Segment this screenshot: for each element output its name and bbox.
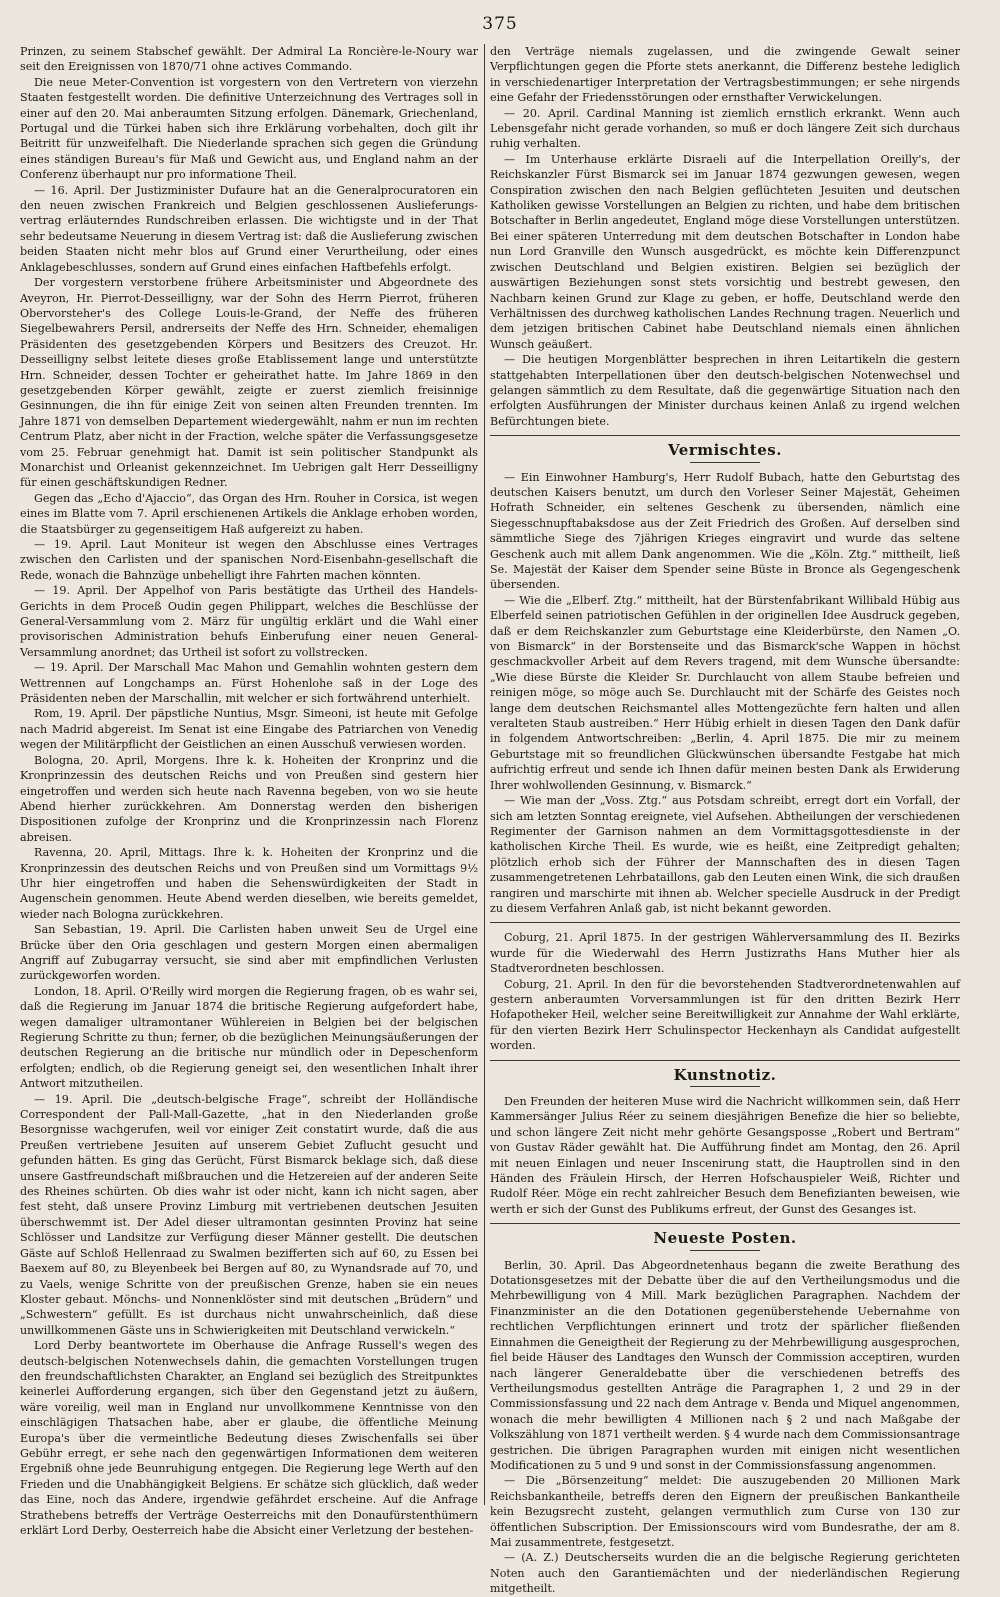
- article-paragraph: Den Freunden der heiteren Muse wird die Nachricht willkommen sein, daß Herr Kammersänger Julius Réer zu seinem diesjährigen Benefize die hier so beliebte, und schon längere Zeit nicht mehr gehörte Gesangsposse „Robert und Bertram“ von Gustav Räder gewählt hat. Die Aufführung findet am Montag, den 26. April mit neuen Einlagen und neuer Inscenirung statt, die Hauptrollen sind in den Händen des Fräulein Hirsch, der Herren Hofschauspieler Weiß, Richter und Rudolf Réer. Möge ein recht zahlreicher Besuch dem Benefizianten beweisen, wie werth er sich der Gunst des Publikums erfreut, der Gunst des Gesanges ist.: [490, 1095, 960, 1216]
- article-paragraph: London, 18. April. O'Reilly wird morgen die Regierung fragen, ob es wahr sei, daß die Regierung im Januar 1874 die britische Regierung aufgefordert habe, wegen damaliger ultramontaner Wühlereien in Belgien bei der belgischen Regierung Schritte zu thun; ferner, ob die bezüglichen Meinungsäußerungen der deutschen Regierung an die britische nur mündlich oder in Depeschenform erfolgten; endlich, ob die Regierung geneigt sei, den wesentlichen Inhalt ihrer Antwort mitzutheilen.: [20, 984, 478, 1091]
- article-paragraph: — Im Unterhause erklärte Disraeli auf die Interpellation Oreilly's, der Reichskanzler Fürst Bismarck sei im Januar 1874 gezwungen gewesen, wegen Conspiration zwischen den nach Belgien geflüchteten Jesuiten und deutschen Katholiken gewisse Vorstellungen an Belgien zu richten, und habe dem britischen Botschafter in Berlin angedeutet, England möge diese Vorstellungen unterstützen. Bei einer späteren Unterredung mit dem deutschen Botschafter in London habe nun Lord Granville den Wunsch ausgedrückt, es möchte kein Differenzpunct zwischen Deutschland und Belgien existiren. Belgien sei bezüglich der auswärtigen Beziehungen sonst stets vorsichtig und bestrebt gewesen, den Nachbarn keinen Grund zur Klage zu geben, er hoffe, Deutschland werde den Verhältnissen des durchweg katholischen Landes Rechnung tragen. Neuerlich und dem jetzigen britischen Cabinet habe Deutschland niemals einen ähnlichen Wunsch geäußert.: [490, 152, 960, 351]
- article-paragraph: Gegen das „Echo d'Ajaccio“, das Organ des Hrn. Rouher in Corsica, ist wegen eines im Blatte vom 7. April erschienenen Artikels die Anklage erhoben worden, die Staatsbürger zu gegenseitigem Haß aufgereizt zu haben.: [20, 491, 478, 536]
- article-paragraph: — 19. April. Der Appelhof von Paris bestätigte das Urtheil des Handels-Gerichts in dem Proceß Oudin gegen Philippart, welches die Beschlüsse der General-Versammlung vom 2. März für ungültig erklärt und die Wahl einer provisorischen Administration behufs Einberufung einer neuen General-Versammlung anordnet; das Urtheil ist sofort zu vollstrecken.: [20, 584, 478, 659]
- section-heading-neueste-posten: Neueste Posten.: [653, 1229, 797, 1248]
- section-heading-vermischtes: Vermischtes.: [668, 441, 782, 460]
- article-paragraph: Coburg, 21. April 1875. In der gestrigen Wählerversammlung des II. Bezirks wurde für die Wiederwahl des Herrn Justizraths Hans Muther hier als Stadtverordneten beschlossen.: [490, 931, 960, 976]
- article-paragraph: Der vorgestern verstorbene frühere Arbeitsminister und Abgeordnete des Aveyron, Hr. Pierrot-Desseilligny, war der Sohn des Herrn Pierrot, früheren Obervorsteher's des College Louis-le-Grand, der Neffe des früheren Siegelbewahrers Persil, andrerseits der Neffe des Hrn. Schneider, ehemaligen Präsidenten des gesetzgebenden Körpers und Besitzers des Creuzot. Hr. Desseilligny selbst leitete dieses große Etablissement lange und unterstützte Hrn. Schneider, dessen Tochter er geheirathet hatte. Im Jahre 1869 in den gesetzgebenden Körper gewählt, zeigte er zuerst ziemlich freisinnige Gesinnungen, die ihn für einige Zeit von seinen alten Freunden trennten. Im Jahre 1871 von demselben Departement wiedergewählt, nahm er nun im rechten Centrum Platz, aber nicht in der Fraction, welche später die Verfassungsgesetze vom 25. Februar genehmigt hat. Damit ist sein politischer Standpunkt als Monarchist und Orleanist gekennzeichnet. Im Uebrigen galt Herr Desseilligny für einen geschäftskundigen Redner.: [20, 276, 478, 490]
- section-divider: [490, 435, 960, 436]
- article-paragraph: Bologna, 20. April, Morgens. Ihre k. k. Hoheiten der Kronprinz und die Kronprinzessin des deutschen Reichs und von Preußen sind gestern hier eingetroffen und werden sich heute nach Ravenna begeben, von wo sie heute Abend hierher zurückkehren. Am Donnerstag werden den bisherigen Dispositionen zufolge der Kronprinz und die Kronprinzessin nach Florenz abreisen.: [20, 753, 478, 844]
- article-paragraph: — (A. Z.) Deutscherseits wurden die an die belgische Regierung gerichteten Noten auch den Garantiemächten und der niederländischen Regierung mitgetheilt.: [490, 1551, 960, 1596]
- article-paragraph: Berlin, 30. April. Das Abgeordnetenhaus begann die zweite Berathung des Dotationsgesetzes mit der Debatte über die auf den Vertheilungsmodus und die Mehrbewilligung von 4 Mill. Mark bezüglichen Paragraphen. Nachdem der Finanzminister an die den Dotationen gegenüberstehende Uebernahme von rechtlichen Verpflichtungen erinnert und trotz der spärlicher fließenden Einnahmen die Geneigtheit der Regierung zu der Mehrbewilligung ausgesprochen, fiel beide Häuser des Landtages den Wunsch der Commission acceptiren, wurden nach längerer Generaldebatte über die verschiedenen betreffs des Vertheilungsmodus gestellten Anträge die Paragraphen 1, 2 und 29 in der Commissionsfassung und 22 nach dem Antrage v. Benda und Miquel angenommen, wonach die mehr bewilligten 4 Millionen nach § 2 und nach Maßgabe der Volkszählung von 1871 vertheilt werden. § 4 wurde nach dem Commissionsantrage gestrichen. Die übrigen Paragraphen wurden mit einigen nicht wesentlichen Modificationen zu 5 und 9 und sonst in der Commissionsfassung angenommen.: [490, 1258, 960, 1472]
- article-paragraph: — 19. April. Der Marschall Mac Mahon und Gemahlin wohnten gestern dem Wettrennen auf Longchamps an. Fürst Hohenlohe saß in der Loge des Präsidenten neben der Marschallin, mit welcher er sich fortwährend unterhielt.: [20, 661, 478, 706]
- right-column: [490, 44, 960, 1596]
- article-paragraph: — Die heutigen Morgenblätter besprechen in ihren Leitartikeln die gestern stattgehabten Interpellationen über den deutsch-belgischen Notenwechsel und gelangen sämmtlich zu dem Resultate, daß die gegenwärtige Situation nach den erfolgten Ausführungen der Minister durchaus keinen Anlaß zu irgend welchen Befürchtungen biete.: [490, 353, 960, 428]
- section-divider: [490, 1223, 960, 1224]
- article-paragraph: — Wie man der „Voss. Ztg.“ aus Potsdam schreibt, erregt dort ein Vorfall, der sich am letzten Sonntag ereignete, viel Aufsehen. Abtheilungen der verschiedenen Regimenter der Garnison nahmen an dem Vormittagsgottesdienste in der katholischen Kirche Theil. Es wurde, wie es heißt, eine Zeitpredigt gehalten; plötzlich erhob sich der Führer der Mannschaften des in diesen Tagen zusammengetretenen Lehrbataillons, gab den Leuten einen Wink, die sich draußen rangiren und marschirte mit ihnen ab. Welcher specielle Ausdruck in der Predigt zu diesem Verfahren Anlaß gab, ist nicht bekannt geworden.: [490, 794, 960, 915]
- article-paragraph: — 16. April. Der Justizminister Dufaure hat an die Generalprocuratoren ein den neuen zwischen Frankreich und Belgien geschlossenen Auslieferungs-vertrag erläuterndes Rundschreiben erlassen. Die wichtigste und in der That sehr bedeutsame Neuerung in diesem Vertrag ist: daß die Auslieferung zwischen beiden Staaten nicht mehr blos auf Grund einer Verurtheilung, oder eines Anklagebeschlusses, sondern auf Grund eines einfachen Haftbefehls erfolgt.: [20, 183, 478, 274]
- section-divider: [490, 1060, 960, 1061]
- left-column: [20, 44, 478, 1537]
- section-heading-kunstnotiz: Kunstnotiz.: [673, 1065, 777, 1084]
- article-paragraph: — Wie die „Elberf. Ztg.“ mittheilt, hat der Bürstenfabrikant Willibald Hübig aus Elberfeld seinen patriotischen Gefühlen in der originellen Idee Ausdruck gegeben, daß er dem Reichskanzler zum Geburtstage eine Kleiderbürste, den Namen „O. von Bismarck“ in der Borstenseite und das Bismarck'sche Wappen in höchst geschmackvoller Arbeit auf dem Revers tragend, mit dem Wunsche übersandte: „Wie diese Bürste die Kleider Sr. Durchlaucht von allem Staube befreien und reinigen möge, so möge auch Se. Durchlaucht mit der Schärfe des Geistes noch lange dem deutschen Reichsmantel alles Mottengezüchte fern halten und allen veralteten Staub austreiben.“ Herr Hübig erhielt in diesen Tagen den Dank dafür in folgendem Antwortschreiben: „Berlin, 4. April 1875. Die mir zu meinem Geburtstage mit so freundlichen Glückwünschen übersandte Festgabe hat mich aufrichtig erfreut und sende ich Ihnen dafür meinen besten Dank als Erwiderung Ihrer wohlwollenden Gesinnung, v. Bismarck.“: [490, 593, 960, 792]
- article-paragraph: Lord Derby beantwortete im Oberhause die Anfrage Russell's wegen des deutsch-belgischen Notenwechsels dahin, die gemachten Vorstellungen trugen den freundschaftlichsten Charakter, an England sei bezüglich des Streitpunktes keinerlei Aufforderung ergangen, sich über den Gegenstand jetzt zu äußern, wäre voreilig, weil man in England nur unvollkommene Kenntnisse von den einschlägigen Thatsachen habe, aber er glaube, die öffentliche Meinung Europa's über die vermeintliche Bedeutung dieses Zwischenfalls sei über Gebühr erregt, er sehe nach den gegenwärtigen Informationen dem weiteren Ergebniß ohne jede Beunruhigung entgegen. Die Regierung lege Werth auf den Frieden und die Unabhängigkeit Belgiens. Er schätze sich glücklich, daß weder das Eine, noch das Andere, irgendwie gefährdet erscheine. Auf die Anfrage Strathebens betreffs der Verträge Oesterreichs mit den Donaufürstenthümern erklärt Lord Derby, Oesterreich habe die Absicht einer Verletzung der bestehen-: [20, 1339, 478, 1537]
- article-paragraph: — Ein Einwohner Hamburg's, Herr Rudolf Bubach, hatte den Geburtstag des deutschen Kaisers benutzt, um durch den Vorleser Seiner Majestät, Geheimen Hofrath Schneider, ein seltenes Geschenk zu übersenden, nämlich eine Siegesschnupftabaksdose aus der Zeit Friedrich des Großen. Auf derselben sind sämmtliche Siege des 7jährigen Krieges eingravirt und wurde das seltene Geschenk auch mit allem Dank angenommen. Wie die „Köln. Ztg.“ mittheilt, ließ Se. Majestät der Kaiser dem Spender seine Büste in Bronce als Gegengeschenk übersenden.: [490, 470, 960, 592]
- article-paragraph: Rom, 19. April. Der päpstliche Nuntius, Msgr. Simeoni, ist heute mit Gefolge nach Madrid abgereist. Im Senat ist eine Eingabe des Patriarchen von Venedig wegen der Militärpflicht der Geistlichen an einen Ausschuß verwiesen worden.: [20, 707, 478, 752]
- article-paragraph: Coburg, 21. April. In den für die bevorstehenden Stadtverordnetenwahlen auf gestern anberaumten Vorversammlungen ist für den dritten Bezirk Herr Hofapotheker Heil, welcher seine Bereitwilligkeit zur Annahme der Wahl erklärte, für den vierten Bezirk Herr Schulinspector Heckenhayn als Candidat aufgestellt worden.: [490, 977, 960, 1053]
- column-divider: [484, 44, 485, 1505]
- article-paragraph: San Sebastian, 19. April. Die Carlisten haben unweit Seu de Urgel eine Brücke über den Oria geschlagen und gestern Morgen einen abermaligen Angriff auf Zubugarray versucht, sie sind aber mit empfindlichen Verlusten zurückgeworfen worden.: [20, 923, 478, 983]
- page-number: 375: [482, 14, 518, 34]
- heading-underline: [690, 1250, 760, 1251]
- article-paragraph: Die neue Meter-Convention ist vorgestern von den Vertretern von vierzehn Staaten festgestellt worden. Die definitive Unterzeichnung des Vertrages soll in einer auf den 20. Mai anberaumten Sitzung erfolgen. Dänemark, Griechenland, Portugal und die Türkei haben sich ihre Erklärung vorbehalten, doch gilt ihr Beitritt für unzweifelhaft. Die Niederlande sprachen sich gegen die Gründung eines ständigen Bureau's für Maß und Gewicht aus, und England nahm an der Conferenz überhaupt nur pro informatione Theil.: [20, 75, 478, 182]
- heading-underline: [690, 1086, 760, 1087]
- article-paragraph: — Die „Börsenzeitung“ meldet: Die auszugebenden 20 Millionen Mark Reichsbankantheile, betreffs deren den Eignern der preußischen Bankantheile kein Bezugsrecht zusteht, gelangen vermuthlich zum Curse von 130 zur öffentlichen Subscription. Der Emissionscours wird vom Bundesrathe, der am 8. Mai zusammentrete, festgesetzt.: [490, 1474, 960, 1549]
- article-paragraph: den Verträge niemals zugelassen, und die zwingende Gewalt seiner Verpflichtungen gegen die Pforte stets anerkannt, die Differenz bestehe lediglich in verschiedenartiger Interpretation der Vertragsbestimmungen; er sehe nirgends eine Gefahr der Friedensstörungen oder ernsthafter Verwickelungen.: [490, 45, 960, 105]
- article-paragraph: Prinzen, zu seinem Stabschef gewählt. Der Admiral La Roncière-le-Noury war seit den Ereignissen von 1870/71 ohne actives Commando.: [20, 45, 478, 74]
- section-divider: [490, 922, 960, 923]
- article-paragraph: — 20. April. Cardinal Manning ist ziemlich ernstlich erkrankt. Wenn auch Lebensgefahr nicht gerade vorhanden, so muß er doch längere Zeit sich durchaus ruhig verhalten.: [490, 106, 960, 151]
- article-paragraph: — 19. April. Die „deutsch-belgische Frage“, schreibt der Holländische Correspondent der Pall-Mall-Gazette, „hat in den Niederlanden große Besorgnisse wachgerufen, weil vor einiger Zeit constatirt wurde, daß die aus Preußen vertriebene Jesuiten auf unserem Gebiet Zuflucht gesucht und gefunden hätten. Es ging das Gerücht, Fürst Bismarck beklage sich, daß diese unsere Gastfreundschaft mißbrauchen und die Hetzereien auf der anderen Seite des Rheines schürten. Ob dies wahr ist oder nicht, kann ich nicht sagen, aber fest steht, daß unsere Provinz Limburg mit vertriebenen deutschen Jesuiten überschwemmt ist. Der Adel dieser ultramontan gesinnten Provinz hat seine Schlösser und Landsitze zur Verfügung dieser Männer gestellt. Die deutschen Gäste auf Schloß Hellenraad zu Swalmen bezifferten sich auf 60, zu Essen bei Baexem auf 80, zu Bleyenbeek bei Bergen auf 80, zu Wynandsrade auf 70, und zu Vaels, wenige Schritte von der preußischen Grenze, haben sie ein neues Kloster gebaut. Mönchs- und Nonnenklöster sind mit deutschen „Brüdern“ und „Schwestern“ gefüllt. Es ist durchaus nicht unwahrscheinlich, daß diese unwillkommenen Gäste uns in Schwierigkeiten mit Deutschland verwickeln.“: [20, 1092, 478, 1337]
- heading-underline: [690, 462, 760, 463]
- article-paragraph: — 19. April. Laut Moniteur ist wegen den Abschlusse eines Vertrages zwischen den Carlisten und der spanischen Nord-Eisenbahn-gesellschaft die Rede, wonach die Bahnzüge unbehelligt ihre Fahrten machen könnten.: [20, 538, 478, 582]
- article-paragraph: Ravenna, 20. April, Mittags. Ihre k. k. Hoheiten der Kronprinz und die Kronprinzessin des deutschen Reichs und von Preußen sind um Vormittags 9½ Uhr hier eingetroffen und haben die Sehenswürdigkeiten der Stadt in Augenschein genommen. Heute Abend werden dieselben, wie bereits gemeldet, wieder nach Bologna zurückkehren.: [20, 846, 478, 921]
